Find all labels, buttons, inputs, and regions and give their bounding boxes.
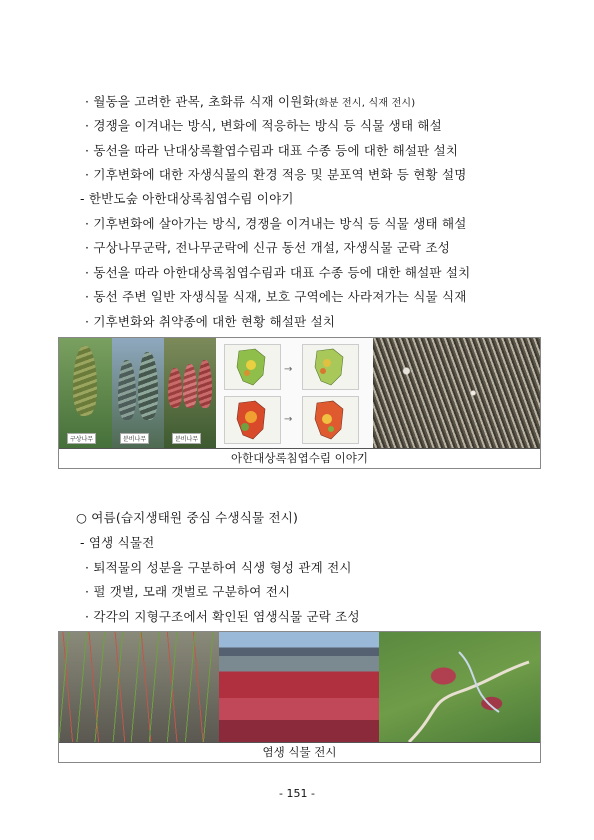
cone-photo-2 bbox=[112, 338, 164, 448]
bullet-line: · 각각의 지형구조에서 확인된 염생식물 군락 조성 bbox=[85, 609, 360, 624]
arrow-icon: → bbox=[284, 364, 293, 375]
saltmarsh-photo-1 bbox=[59, 632, 219, 742]
bullet-line bbox=[85, 92, 415, 110]
figure-caption: 아한대상록침엽수림 이야기 bbox=[59, 448, 540, 468]
map-panel bbox=[302, 344, 359, 390]
cone-photo-3 bbox=[164, 338, 216, 448]
bullet-text: · 월동을 고려한 관목, 초화류 식재 이원화 bbox=[85, 94, 315, 109]
cone-label: 구상나무 bbox=[67, 433, 96, 444]
bullet-line: · 기후변화와 취약종에 대한 현황 해설판 설치 bbox=[85, 314, 336, 329]
map-panel bbox=[302, 396, 359, 444]
cone-label: 분비나무 bbox=[172, 433, 201, 444]
bullet-note: (화분 전시, 식재 전시) bbox=[314, 98, 416, 109]
cone-photo-1 bbox=[59, 338, 112, 448]
boardwalk-icon bbox=[379, 632, 540, 742]
dead-forest-photo bbox=[373, 338, 540, 448]
section-heading: ○ 여름(습지생태원 중심 수생식물 전시) bbox=[76, 510, 299, 525]
bullet-line: · 동선을 따라 난대상록활엽수림과 대표 수종 등에 대한 해설판 설치 bbox=[85, 143, 459, 158]
bullet-line: · 펄 갯벌, 모래 갯벌로 구분하여 전시 bbox=[85, 584, 291, 599]
korea-map-icon bbox=[303, 345, 358, 389]
bullet-line: · 동선 주변 일반 자생식물 식재, 보호 구역에는 사라져가는 식물 식재 bbox=[85, 289, 467, 304]
subheading: - 염생 식물전 bbox=[80, 535, 155, 550]
saltmarsh-photo-3 bbox=[379, 632, 540, 742]
bullet-line: · 경쟁을 이겨내는 방식, 변화에 적응하는 방식 등 식물 생태 해설 bbox=[85, 118, 442, 133]
korea-map-icon bbox=[303, 397, 358, 443]
arrow-icon: → bbox=[284, 414, 293, 425]
bullet-line: · 기후변화에 살아가는 방식, 경쟁을 이겨내는 방식 등 식물 생태 해설 bbox=[85, 216, 467, 231]
bullet-line: · 구상나무군락, 전나무군락에 신규 동선 개설, 자생식물 군락 조성 bbox=[85, 240, 451, 255]
cone-label: 분비나무 bbox=[120, 433, 149, 444]
figure-halophyte bbox=[58, 631, 541, 763]
bullet-line: · 기후변화에 대한 자생식물의 환경 적응 및 분포역 변화 등 현황 설명 bbox=[85, 167, 467, 182]
korea-map-icon bbox=[225, 345, 280, 389]
bullet-line: · 퇴적물의 성분을 구분하여 식생 형성 관계 전시 bbox=[85, 560, 352, 575]
map-panel bbox=[224, 396, 281, 444]
subheading: - 한반도숲 아한대상록침엽수림 이야기 bbox=[80, 191, 294, 206]
page-number: - 151 - bbox=[279, 787, 315, 800]
korea-map-icon bbox=[225, 397, 280, 443]
bullet-line: · 동선을 따라 아한대상록침엽수림과 대표 수종 등에 대한 해설판 설치 bbox=[85, 265, 471, 280]
distribution-maps bbox=[216, 338, 373, 448]
figure-conifer bbox=[58, 337, 541, 469]
saltmarsh-photo-2 bbox=[219, 632, 379, 742]
map-panel bbox=[224, 344, 281, 390]
figure-caption: 염생 식물 전시 bbox=[59, 742, 540, 762]
